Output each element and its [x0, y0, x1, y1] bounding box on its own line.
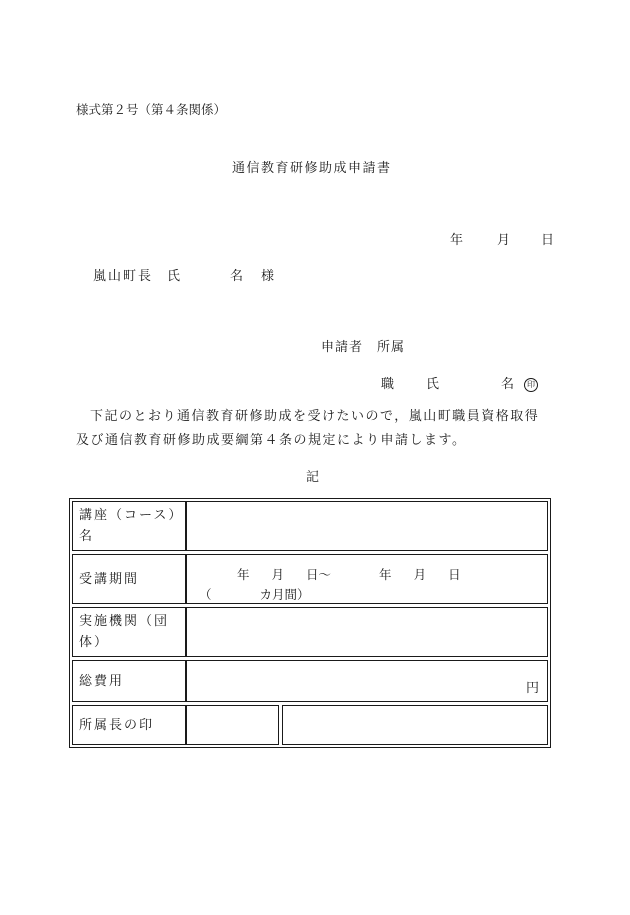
- cost-label: 総費用: [79, 673, 125, 689]
- seal-icon: 印: [524, 378, 538, 392]
- course-label-cell: [72, 501, 186, 551]
- cost-input-cell[interactable]: [186, 660, 548, 702]
- name-label-2: 名: [501, 377, 515, 392]
- period-day1: 日〜: [306, 567, 332, 582]
- seal-label: 所属長の印: [79, 717, 155, 733]
- name-label-1: 氏: [426, 377, 440, 392]
- affiliation-label: 所属: [377, 340, 406, 355]
- applicant-line: [321, 336, 405, 355]
- addressee-town: 嵐山町長: [93, 269, 154, 284]
- ki-heading: 記: [306, 470, 320, 485]
- period-label: 受講期間: [79, 571, 140, 587]
- seal-blank-cell[interactable]: [282, 705, 548, 745]
- addressee-honorific1: 氏: [167, 269, 183, 284]
- addressee-sama: 様: [261, 269, 277, 284]
- addressee: [93, 265, 276, 284]
- applicant-label: 申請者: [321, 340, 364, 355]
- position-label: 職: [381, 377, 395, 392]
- date-year: 年: [450, 233, 464, 248]
- course-input-cell[interactable]: [186, 501, 548, 551]
- period-year2: 年: [379, 567, 392, 582]
- period-months-label: カ月間）: [259, 587, 310, 602]
- period-months: [199, 585, 310, 603]
- institution-input-cell[interactable]: [186, 607, 548, 657]
- form-number: 様式第２号（第４条関係）: [76, 102, 227, 117]
- period-year1: 年: [237, 567, 250, 582]
- period-input-cell[interactable]: [186, 554, 548, 604]
- period-day2: 日: [448, 567, 461, 582]
- course-label: 講座（コース）名: [79, 508, 177, 544]
- period-month2: 月: [413, 567, 427, 582]
- date-month: 月: [497, 233, 511, 248]
- addressee-honorific2: 名: [230, 269, 246, 284]
- institution-label: 実施機関（団体）: [79, 614, 170, 650]
- document-title: 通信教育研修助成申請書: [232, 161, 392, 176]
- cost-label-cell: [72, 660, 186, 702]
- period-paren-open: （: [199, 587, 212, 602]
- institution-label-cell: [72, 607, 186, 657]
- period-label-cell: [72, 554, 186, 604]
- cost-unit: 円: [525, 681, 539, 696]
- period-range: [237, 565, 461, 583]
- period-month1: 月: [271, 567, 285, 582]
- date-day: 日: [541, 233, 555, 248]
- seal-label-cell: [72, 705, 186, 745]
- body-text: 下記のとおり通信教育研修助成を受けたいので，嵐山町職員資格取得及び通信教育研修助成要綱第４条の規定により申請します。: [76, 409, 540, 448]
- seal-input-cell[interactable]: [186, 705, 279, 745]
- position-line: [381, 373, 538, 392]
- application-table: [69, 498, 551, 748]
